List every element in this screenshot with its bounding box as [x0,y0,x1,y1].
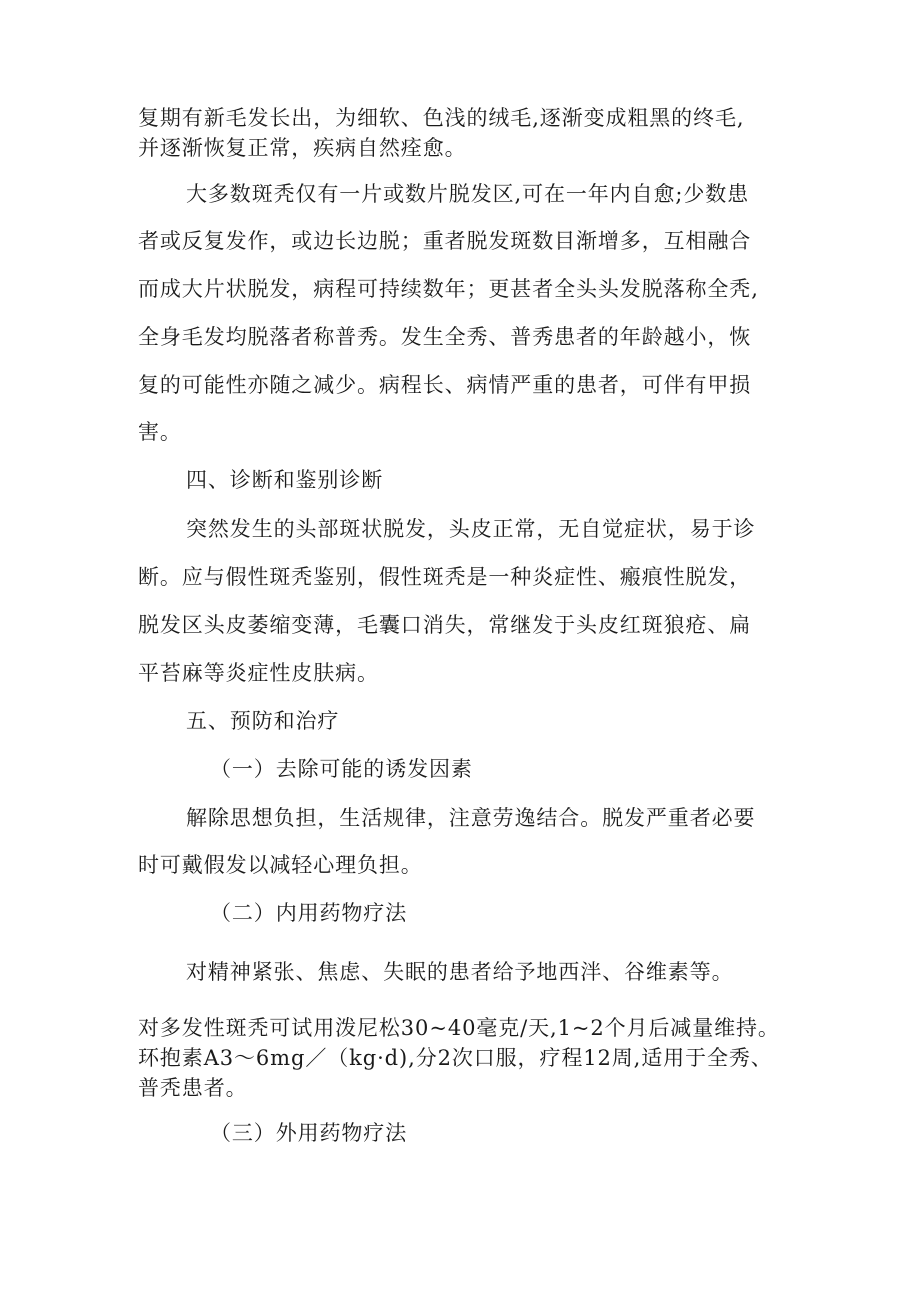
paragraph-4-line-1: 解除思想负担，生活规律，注意劳逸结合。脱发严重者必要 [186,806,756,830]
paragraph-2-line-4: 全身毛发均脱落者称普秀。发生全秀、普秀患者的年龄越小，恢 [138,325,752,349]
paragraph-2-line-6: 害。 [138,420,182,444]
paragraph-2-line-3: 而成大片状脱发，病程可持续数年；更甚者全头头发脱落称全秃, [138,277,759,301]
section-heading-5: 五、预防和治疗 [186,709,340,733]
paragraph-2-line-2: 者或反复发作，或边长边脱；重者脱发斑数目渐增多，互相融合 [138,229,752,253]
subsection-heading-1: （一）去除可能的诱发因素 [210,757,473,781]
paragraph-3-line-2: 断。应与假性斑秃鉴别，假性斑秃是一种炎症性、瘢痕性脱发， [138,565,752,589]
paragraph-5-line-1: 对精神紧张、焦虑、失眠的患者给予地西泮、谷维素等。 [186,960,734,984]
subsection-heading-3: （三）外用药物疗法 [210,1121,408,1145]
paragraph-3-line-1: 突然发生的头部斑状脱发，头皮正常，无自觉症状，易于诊 [186,517,756,541]
paragraph-6-line-3: 普秃患者。 [138,1076,248,1100]
paragraph-2-line-5: 复的可能性亦随之减少。病程长、病情严重的患者，可伴有甲损 [138,373,752,397]
paragraph-6-line-2: 环抱素A3～6mg／（kg·d),分2次口服，疗程12周,适用于全秀、 [138,1046,773,1070]
text-line-2: 并逐渐恢复正常，疾病自然痊愈。 [138,136,467,160]
text-line-1: 复期有新毛发长出，为细软、色浅的绒毛,逐渐变成粗黑的终毛, [138,106,745,130]
paragraph-2-line-1: 大多数斑秃仅有一片或数片脱发区,可在一年内自愈;少数患 [186,182,750,206]
paragraph-4-line-2: 时可戴假发以减轻心理负担。 [138,853,423,877]
paragraph-6-line-1: 对多发性斑秃可试用泼尼松30~40毫克/天,1~2个月后减量维持。 [138,1016,780,1040]
paragraph-3-line-3: 脱发区头皮萎缩变薄，毛囊口消失，常继发于头皮红斑狼疮、扁 [138,613,752,637]
paragraph-3-line-4: 平苔麻等炎症性皮肤病。 [138,661,379,685]
section-heading-4: 四、诊断和鉴别诊断 [186,468,384,492]
subsection-heading-2: （二）内用药物疗法 [210,901,408,925]
